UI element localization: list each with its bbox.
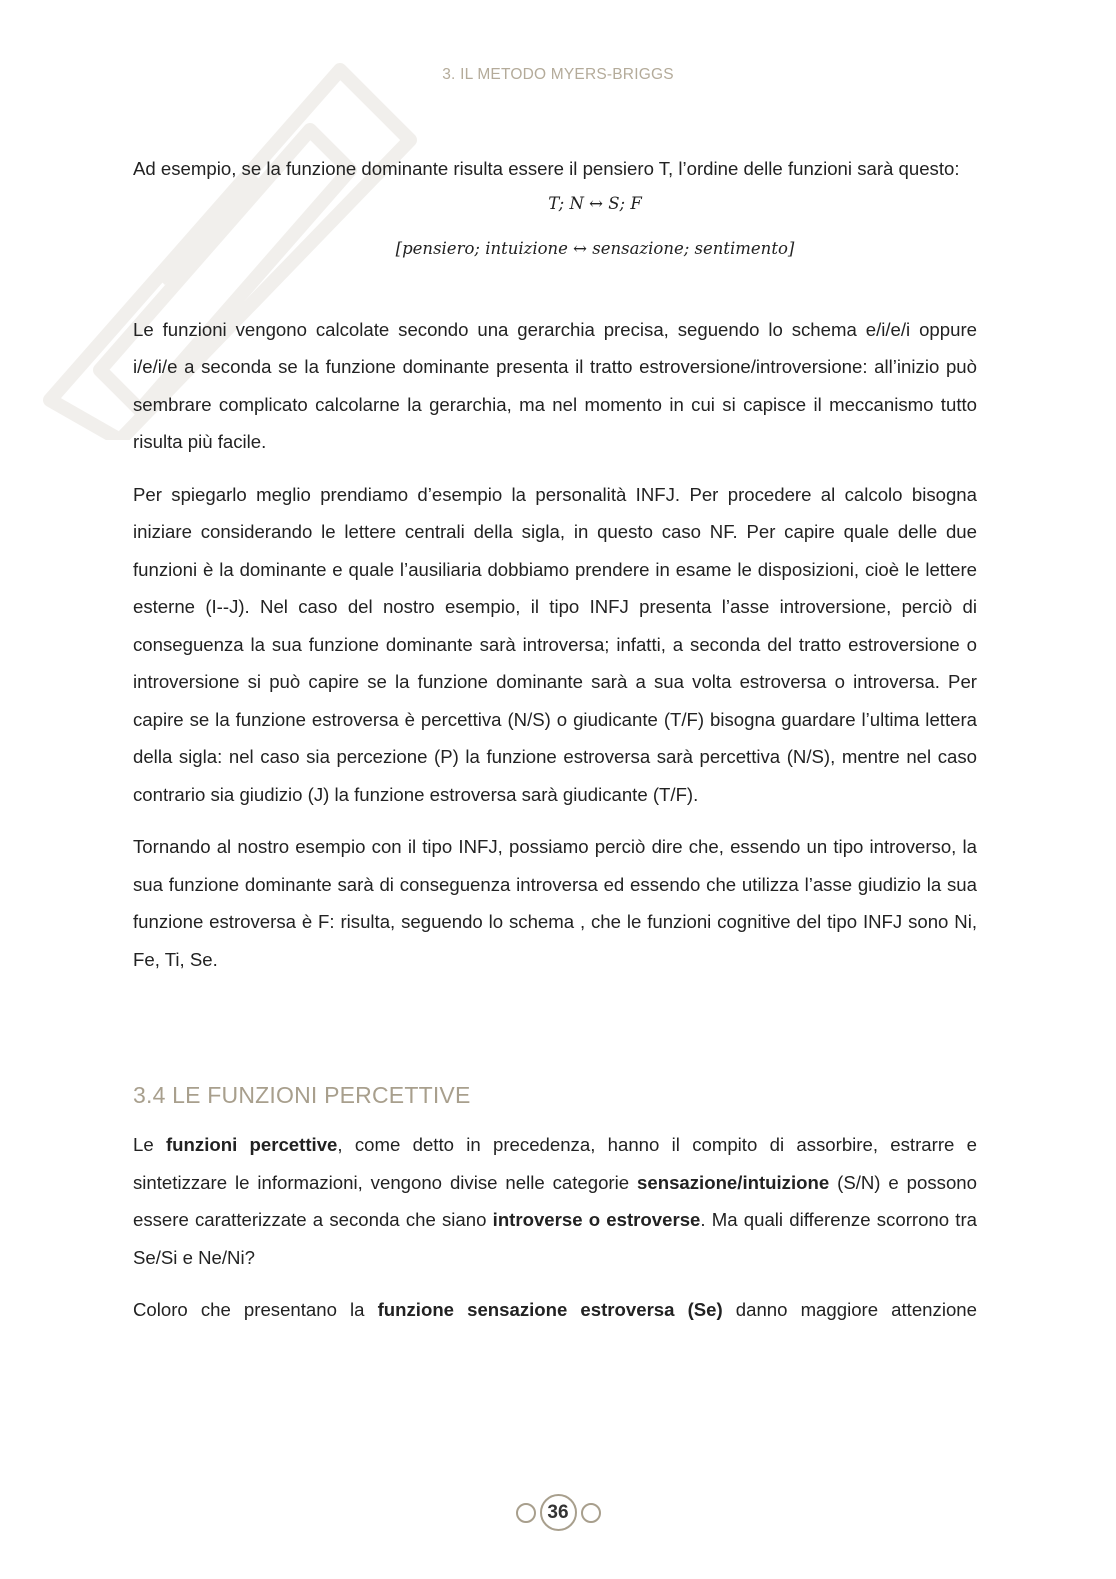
decorative-circle-icon (581, 1503, 601, 1523)
paragraph-infj-conclusion: Tornando al nostro esempio con il tipo INFJ, possiamo perciò dire che, essendo un tipo introverso, la sua funzione dominante sarà di conseguenza introversa ed essendo che utilizza l’asse giudizio la sua funzione estroversa è F: risulta, seguendo lo schema , che le funzioni cognitive del tipo INFJ sono Ni, Fe, Ti, Se. (133, 836, 977, 970)
bold-term: sensazione/intuizione (637, 1171, 830, 1193)
formula-words: [pensiero; intuizione ↔ sensazione; sentimento] (395, 238, 795, 258)
formula-symbols: T; N ↔ S; F (548, 193, 642, 213)
paragraph-infj-example: Per spiegarlo meglio prendiamo d’esempio la personalità INFJ. Per procedere al calcolo bisogna iniziare considerando le lettere centrali della sigla, in questo caso NF. Per capire quale delle due funzioni è la dominante e quale l’ausiliaria dobbiamo prendere in esame le disposizioni, cioè le lettere esterne (I--J). Nel caso del nostro esempio, il tipo INFJ presenta l’asse introversione, perciò di conseguenza la sua funzione dominante sarà introversa; infatti, a seconda del tratto estroversione o introversione si può capire se la funzione dominante sarà a sua volta estroversa o introversa. Per capire se la funzione estroversa è percettiva (N/S) o giudicante (T/F) bisogna guardare l’ultima lettera della sigla: nel caso sia percezione (P) la funzione estroversa sarà percettiva (N/S), mentre nel caso contrario sia giudizio (J) la funzione estroversa sarà giudicante (T/F). (133, 483, 977, 805)
bold-term: funzione sensazione estroversa (Se) (377, 1299, 723, 1320)
paragraph-hierarchy: Le funzioni vengono calcolate secondo una gerarchia precisa, seguendo lo schema e/i/e/i oppure i/e/i/e a seconda se la funzione dominante presenta il tratto estroversione/introversione: all’inizio può sembrare complicato calcolarne la gerarchia, ma nel momento in cui si capisce il meccanismo tutto risulta più facile. (133, 318, 977, 452)
running-header: 3. IL METODO MYERS-BRIGGS (442, 66, 674, 83)
page-footer (0, 1494, 1116, 1531)
paragraph-se-function: Coloro che presentano la funzione sensazione estroversa (Se) danno maggiore attenzione (133, 1299, 977, 1320)
decorative-circle-icon (516, 1503, 536, 1523)
paragraph-perceptive-functions: Le funzioni percettive, come detto in precedenza, hanno il compito di assorbire, estrarre e sintetizzare le informazioni, vengono divise nelle categorie sensazione/intuizione (S/N) e possono essere caratterizzate a seconda che siano introverse o estroverse. Ma quali differenze scorrono tra Se/Si e Ne/Ni? (133, 1134, 977, 1268)
page-body (133, 150, 977, 1329)
page-number: 36 (540, 1494, 577, 1531)
bold-term: introverse o estroverse (492, 1209, 701, 1230)
section-heading: 3.4 LE FUNZIONI PERCETTIVE (133, 1082, 471, 1108)
intro-paragraph: Ad esempio, se la funzione dominante risulta essere il pensiero T, l’ordine delle funzioni sarà questo: (133, 158, 960, 179)
bold-term: funzioni percettive (165, 1134, 338, 1155)
